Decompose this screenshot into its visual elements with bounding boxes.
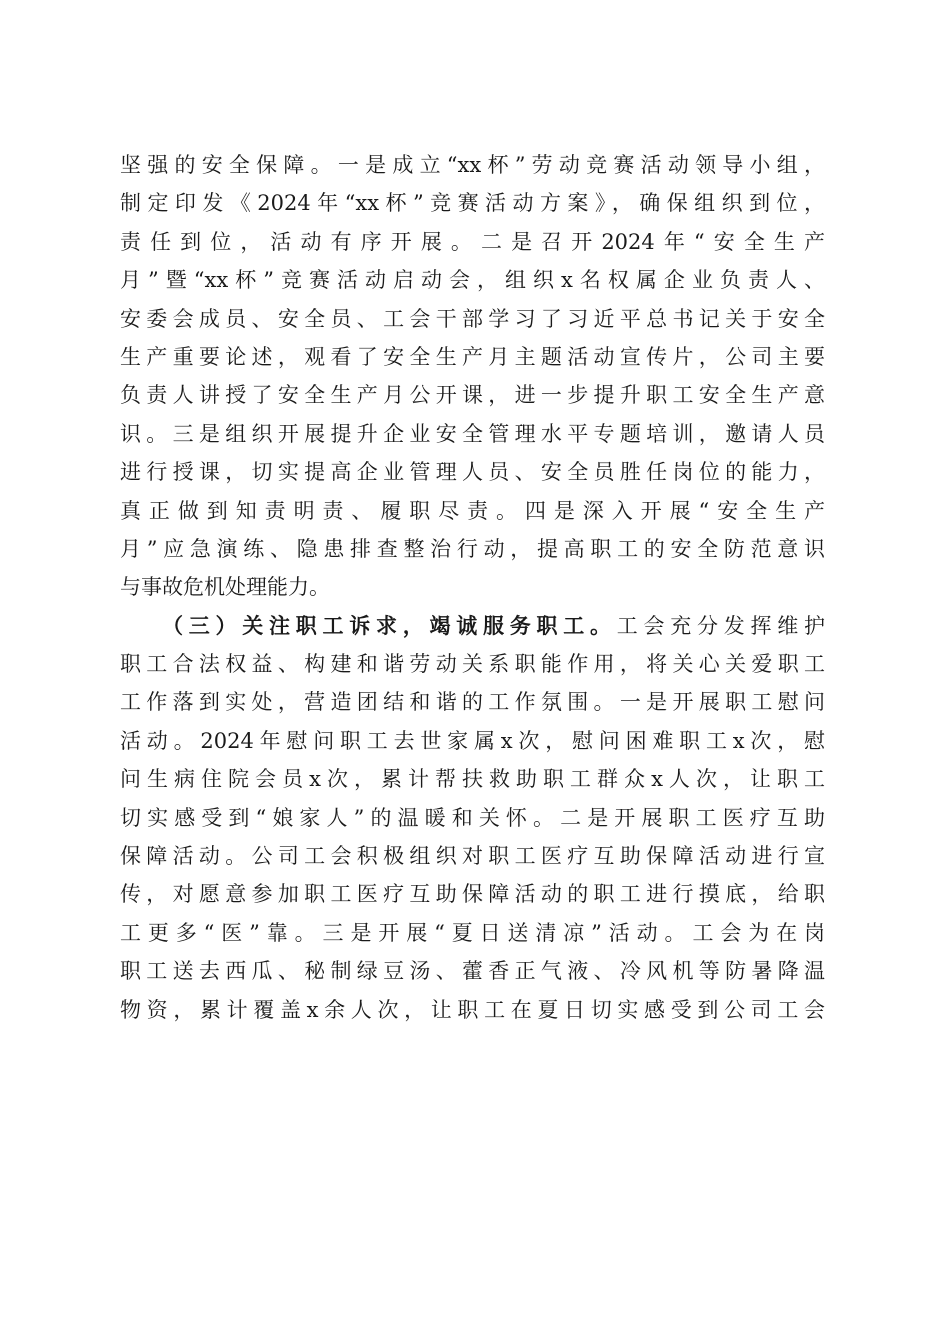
section-heading-line <box>120 607 825 645</box>
text-line: 坚强的安全保障。一是成立“xx杯”劳动竞赛活动领导小组， <box>120 153 825 177</box>
text-line: 负责人讲授了安全生产月公开课，进一步提升职工安全生产意 <box>120 383 825 408</box>
text-line: 责任到位，活动有序开展。二是召开2024年“安全生产 <box>120 229 825 254</box>
text-line: 物资，累计覆盖x余人次，让职工在夏日切实感受到公司工会 <box>120 997 825 1022</box>
text-line: 工更多“医”靠。三是开展“夏日送清凉”活动。工会为在岗 <box>120 920 825 945</box>
text-line: 生产重要论述，观看了安全生产月主题活动宣传片，公司主要 <box>120 344 825 369</box>
text-line: 月”应急演练、隐患排查整治行动，提高职工的安全防范意识 <box>120 536 825 561</box>
text-line: 传，对愿意参加职工医疗互助保障活动的职工进行摸底，给职 <box>120 882 825 907</box>
section-heading: （三）关注职工诉求，竭诚服务职工。 <box>162 612 617 638</box>
text-line: 真正做到知责明责、履职尽责。四是深入开展“安全生产 <box>120 498 825 523</box>
text-line: 制定印发《2024年“xx杯”竞赛活动方案》，确保组织到位， <box>120 191 825 216</box>
section-heading-continuation: 工会充分发挥维护 <box>616 613 825 638</box>
text-line: 与事故危机处理能力。 <box>120 575 330 600</box>
text-line: 进行授课，切实提高企业管理人员、安全员胜任岗位的能力， <box>120 460 825 485</box>
text-line: 活动。2024年慰问职工去世家属x次，慰问困难职工x次，慰 <box>120 728 825 753</box>
text-line: 职工送去西瓜、秘制绿豆汤、藿香正气液、冷风机等防暑降温 <box>120 959 825 984</box>
text-line: 工作落到实处，营造团结和谐的工作氛围。一是开展职工慰问 <box>120 690 825 715</box>
text-line: 问生病住院会员x次，累计帮扶救助职工群众x人次，让职工 <box>120 767 825 792</box>
text-line: 职工合法权益、构建和谐劳动关系职能作用，将关心关爱职工 <box>120 652 825 677</box>
body-text <box>120 146 825 1029</box>
text-line: 识。三是组织开展提升企业安全管理水平专题培训，邀请人员 <box>120 421 825 446</box>
text-line: 安委会成员、安全员、工会干部学习了习近平总书记关于安全 <box>120 306 825 331</box>
text-line: 保障活动。公司工会积极组织对职工医疗互助保障活动进行宣 <box>120 844 825 869</box>
text-line: 月”暨“xx杯”竞赛活动启动会，组织x名权属企业负责人、 <box>120 268 825 293</box>
text-line: 切实感受到“娘家人”的温暖和关怀。二是开展职工医疗互助 <box>120 805 825 830</box>
